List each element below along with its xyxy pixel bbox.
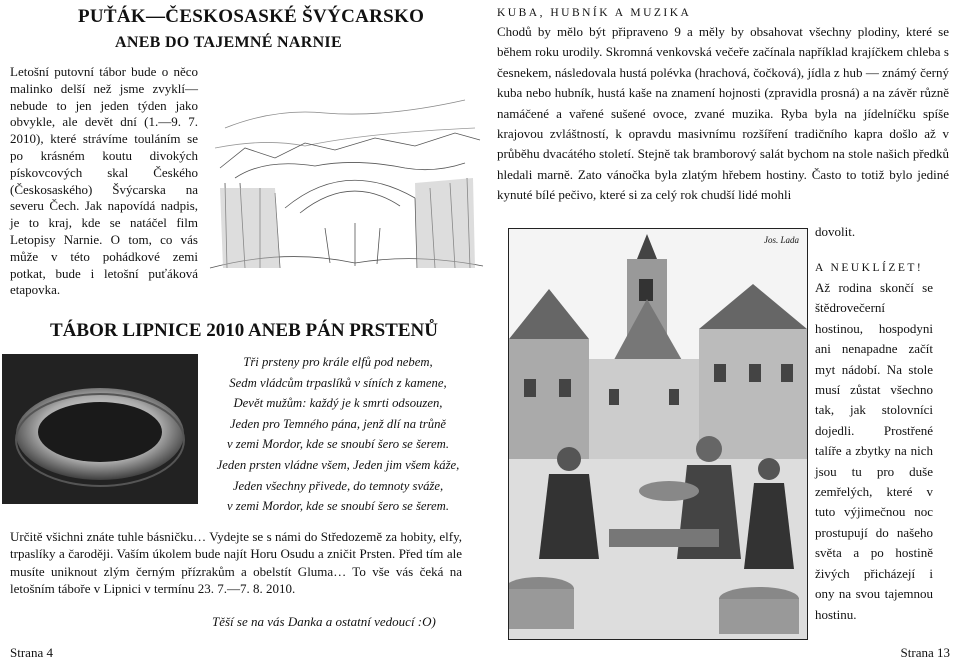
intro-paragraph: Letošní putovní tábor bude o něco malinko delší než jsme zvyklí—nebude to jen jeden týden jako obvykle, ale devět dní (1.—9. 7. 2010), které strávíme touláním se po krásném koutu divokých pískovcových skal Českého (Českosaského) Švýcarska na severu Čech. Jak napovídá nadpis, je to kraj, kde se natáčel film Letopisy Narnie. O tom, co vás může v této pohádkové zemi potkat, bude i letošní puťáková etapovka.: [10, 64, 198, 298]
poem-line: Sedm vládcům trpaslíků v síních z kamene,: [229, 375, 447, 390]
page-number-right: Strana 13: [900, 645, 950, 660]
section-heading-kuba: KUBA, HUBNÍK A MUZIKA: [497, 7, 692, 19]
ring-illustration: [2, 354, 198, 504]
neuklizet-paragraph: Až rodina skončí se štědrovečerní hostinou, hospodyni ani nenapadne začít myt nádobí. Na stole musí zůstat všechno tak, jak stolovníci dojedli. Prostřené talíře a zbytky na nich jsou tu pro duše zemřelých, které v tuto výjimečnou noc prostupují do našeho světa a po hostině živých přicházejí i ony na svou tajemnou hostinu.: [815, 280, 933, 622]
sandstone-arch-illustration: [205, 88, 485, 278]
poem-line: v zemi Mordor, kde se snoubí šero se šerem.: [227, 499, 449, 514]
article-title: PUŤÁK—ČESKOSASKÉ ŠVÝCARSKO: [78, 6, 425, 27]
body-paragraph: Určitě všichni znáte tuhle básničku… Vydejte se s námi do Středozemě za hobity, elfy, trpaslíky a čaroději. Vaším úkolem bude najít Horu Osudu a zničit Prsten. Před tím ale musíte uniknout zlým černým přízrakům a obelstít Gluma… To vše vás čeká na letošním táboře v Lipnici v termínu 23. 7.—7. 8. 2010.: [10, 529, 462, 597]
poem-line: Jeden prsten vládne všem, Jeden jim všem káže,: [216, 457, 460, 472]
kuba-paragraph-end: dovolit.: [815, 224, 856, 239]
article-subtitle: ANEB DO TAJEMNÉ NARNIE: [115, 34, 342, 51]
ring-poem: [200, 352, 476, 517]
kuba-paragraph: Chodů by mělo být připraveno 9 a měly by obsahovat všechny plodiny, které se během roku urodily. Skromná venkovská večeře začínala například krajíčkem chleba s česnekem, následovala hustá polévka (hrachová, čočková), jídla z hub — známý černý kuba nebo hubník, hustá kaše na znamení hojnosti (zpravidla prosná) a na závěr různě namáčené a vařené sušené ovoce, zvané muzika. Ryba byla na jídelníčku spíše krajovou zvláštností, k opravdu masivnímu rozšíření tradičního kapra došlo až v průběhu dvacátého století. Stejně tak bramborový salát bychom na stole našich předků hledali marně. Zato vánočka byla zlatým hřebem hostiny. Často to totiž bylo jediné kynuté bílé pečivo, které si za celý rok chudší lidé mohli: [497, 24, 949, 203]
poem-line: Jeden všechny přivede, do temnoty sváže,: [232, 478, 444, 493]
market-painting-illustration: [509, 229, 807, 639]
section-title: TÁBOR LIPNICE 2010 ANEB PÁN PRSTENŮ: [50, 320, 438, 341]
section-heading-neuklizet: A NEUKLÍZET!: [815, 262, 924, 274]
page-number-left: Strana 4: [10, 645, 53, 660]
poem-line: Jeden pro Temného pána, jenž dlí na trůně: [229, 416, 447, 431]
market-painting: [508, 228, 808, 640]
painting-signature: Jos. Lada: [763, 235, 799, 245]
poem-line: Devět mužům: každý je k smrti odsouzen,: [233, 396, 443, 411]
signature: Těší se na vás Danka a ostatní vedoucí :O): [212, 614, 436, 629]
poem-line: v zemi Mordor, kde se snoubí šero se šerem.: [227, 437, 449, 452]
poem-line: Tři prsteny pro krále elfů pod nebem,: [243, 355, 433, 369]
